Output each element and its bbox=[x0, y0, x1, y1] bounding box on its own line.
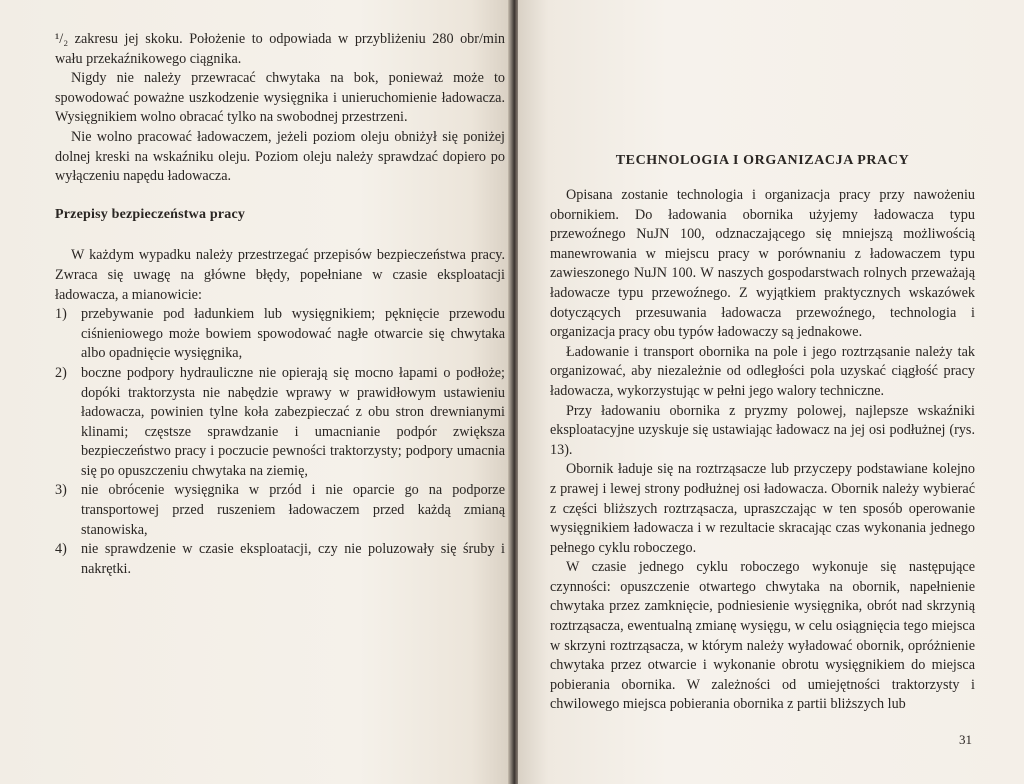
paragraph: Nigdy nie należy przewracać chwytaka na bok, ponieważ może to spowodować poważne uszkodzenie wysięgnika i unieruchomienie ładowacza. Wysięgnikiem wolno obracać tylko na swobodnej przestrzeni. bbox=[55, 70, 505, 126]
chapter-title: TECHNOLOGIA I ORGANIZACJA PRACY bbox=[615, 153, 910, 168]
list-item-text: nie obrócenie wysięgnika w przód i nie oparcie go na podporze transportowej przed ruszeniem ładowaczem przed każdą zmianą stanowiska, bbox=[81, 482, 505, 538]
paragraph: Przy ładowaniu obornika z pryzmy polowej, najlepsze wskaźniki eksploatacyjne uzyskuje się ustawiając ładowacz na jej osi podłużnej (rys. 13). bbox=[550, 402, 975, 458]
right-page bbox=[518, 0, 1024, 784]
list-number: 3) bbox=[55, 482, 67, 499]
section-heading: Przepisy bezpieczeństwa pracy bbox=[55, 206, 246, 222]
paragraph: Opisana zostanie technologia i organizacja pracy przy nawożeniu obornikiem. Do ładowania obornika użyjemy ładowacza typu przewoźnego NuJN 100, odznaczającego się mniejszą możliwością manewrowania w miejscu pracy w porównaniu z ładowaczem typu zawieszonego NuJN 100. W naszych gospodarstwach rolnych przeważają ładowacze typu przewoźnego. Z wyjątkiem praktycznych wskazówek dotyczących przesuwania ładowacza przewoźnego, technologia i organizacja pracy obu typów ładowaczy są jednakowe. bbox=[550, 187, 975, 341]
list-item bbox=[55, 364, 505, 482]
paragraph: Ładowanie i transport obornika na pole i jego roztrząsanie należy tak organizować, aby niezależnie od odległości pola uzyskać ciągłość pracy ładowacza, wykorzystując w pełni jego walory techniczne. bbox=[550, 343, 975, 399]
list-number: 1) bbox=[55, 306, 67, 323]
list-number: 2) bbox=[55, 364, 67, 381]
safety-list bbox=[55, 305, 505, 579]
list-item bbox=[55, 540, 505, 579]
list-number: 4) bbox=[55, 541, 67, 558]
page-number: 31 bbox=[959, 732, 972, 747]
left-page-text bbox=[55, 30, 505, 579]
right-page-text bbox=[550, 186, 975, 715]
paragraph: W czasie jednego cyklu roboczego wykonuje się następujące czynności: opuszczenie otwartego chwytaka na obornik, napełnienie chwytaka przez zamknięcie, podniesienie wysięgnika, obrót nad skrzynią roztrząsacza, ewentualną zmianę wysięgu, w celu osiągnięcia tego miejsca w skrzyni roztrząsacza, w którym należy wyładować obornik, opróżnienie chwytaka przez otwarcie i wykonanie obrotu wysięgnikiem do miejsca pobierania obornika. W zależności od umiejętności traktorzysty i chwilowego miejsca pobierania obornika z partii bliższych lub bbox=[550, 559, 975, 713]
list-item-text: boczne podpory hydrauliczne nie opierają się mocno łapami o podłoże; dopóki traktorzysta nie nabędzie wprawy w prawidłowym ustawieniu ładowacza, powinien tylne koła zabezpieczać z obu stron drewnianymi klinami; częstsze sprawdzanie i umacnianie podpór zwiększa bezpieczeństwo pracy i poczucie pewności traktorzysty; podpory umacnia się po opuszczeniu chwytaka na ziemię, bbox=[81, 364, 505, 479]
list-item-text: nie sprawdzenie w czasie eksploatacji, czy nie poluzowały się śruby i nakrętki. bbox=[81, 541, 505, 577]
paragraph: W każdym wypadku należy przestrzegać przepisów bezpieczeństwa pracy. Zwraca się uwagę na główne błędy, popełniane w czasie eksploatacji ładowacza, a mianowicie: bbox=[55, 247, 505, 303]
list-item-text: przebywanie pod ładunkiem lub wysięgnikiem; pęknięcie przewodu ciśnieniowego może bowiem spowodować nagłe otwarcie się chwytaka albo opadnięcie wysięgnika, bbox=[81, 306, 505, 362]
paragraph: Nie wolno pracować ładowaczem, jeżeli poziom oleju obniżył się poniżej dolnej kreski na wskaźniku oleju. Poziom oleju należy sprawdzać dopiero po wyłączeniu napędu ładowacza. bbox=[55, 128, 505, 185]
list-item bbox=[55, 481, 505, 540]
list-item bbox=[55, 305, 505, 364]
paragraph: ¹/₂ zakresu jej skoku. Położenie to odpowiada w przybliżeniu 280 obr/min wału przekaźnikowego ciągnika. bbox=[55, 31, 505, 67]
paragraph: Obornik ładuje się na roztrząsacze lub przyczepy podstawiane kolejno z prawej i lewej strony podłużnej osi ładowacza. Obornik należy wybierać z części bliższych roztrząsacza, upraszczając w ten sposób operowanie wysięgnikiem ładowacza i w rezultacie skracając czas wykonania jednego pełnego cyklu roboczego. bbox=[550, 461, 975, 556]
